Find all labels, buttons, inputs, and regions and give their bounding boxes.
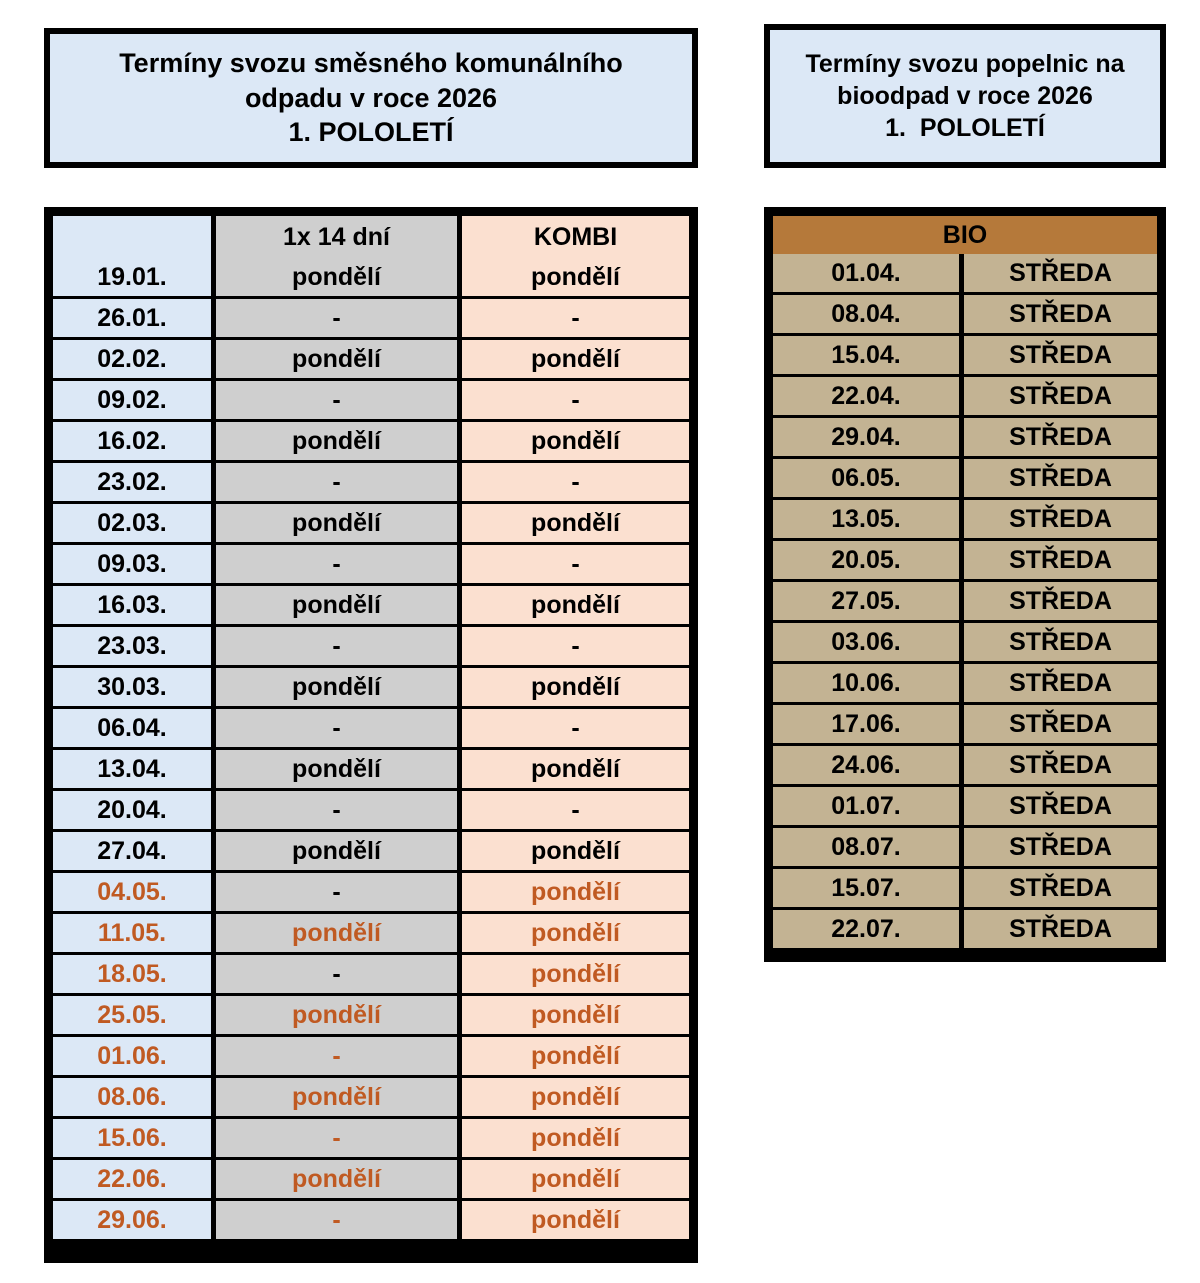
cell-date: 16.03. (53, 586, 211, 624)
cell-day: STŘEDA (964, 869, 1157, 907)
cell-day: STŘEDA (964, 582, 1157, 620)
cell-date: 15.04. (773, 336, 959, 374)
table-row (773, 623, 1157, 661)
column-header-date (53, 216, 211, 258)
mixed-waste-banner-line1: Termíny svozu směsného komunálního (119, 48, 623, 79)
cell-date: 23.02. (53, 463, 211, 501)
cell-kombi: - (462, 545, 689, 583)
cell-date: 16.02. (53, 422, 211, 460)
table-row (53, 1201, 689, 1239)
cell-biweekly: pondělí (216, 504, 457, 542)
cell-biweekly: - (216, 955, 457, 993)
cell-date: 01.04. (773, 254, 959, 292)
cell-date: 22.06. (53, 1160, 211, 1198)
table-row (53, 586, 689, 624)
table-row (53, 504, 689, 542)
bio-waste-banner-line3: 1. POLOLETÍ (885, 114, 1045, 142)
table-row (773, 254, 1157, 292)
table-row (773, 787, 1157, 825)
cell-date: 01.07. (773, 787, 959, 825)
table-row (773, 295, 1157, 333)
cell-kombi: pondělí (462, 873, 689, 911)
table-row (53, 1119, 689, 1157)
cell-day: STŘEDA (964, 418, 1157, 456)
cell-date: 08.04. (773, 295, 959, 333)
cell-date: 29.06. (53, 1201, 211, 1239)
column-header-bio: BIO (773, 216, 1157, 254)
cell-date: 29.04. (773, 418, 959, 456)
cell-biweekly: pondělí (216, 750, 457, 788)
cell-biweekly: - (216, 545, 457, 583)
cell-date: 24.06. (773, 746, 959, 784)
table-row (53, 545, 689, 583)
cell-kombi: pondělí (462, 586, 689, 624)
cell-date: 19.01. (53, 258, 211, 296)
cell-kombi: pondělí (462, 504, 689, 542)
table-row (53, 422, 689, 460)
cell-biweekly: - (216, 709, 457, 747)
cell-biweekly: - (216, 1119, 457, 1157)
cell-date: 20.04. (53, 791, 211, 829)
table-row (773, 582, 1157, 620)
table-row (53, 258, 689, 296)
table-row (773, 746, 1157, 784)
cell-day: STŘEDA (964, 295, 1157, 333)
cell-kombi: pondělí (462, 750, 689, 788)
table-row (773, 664, 1157, 702)
cell-day: STŘEDA (964, 705, 1157, 743)
cell-day: STŘEDA (964, 541, 1157, 579)
table-row (773, 459, 1157, 497)
cell-date: 09.03. (53, 545, 211, 583)
table-row (773, 336, 1157, 374)
table-row (53, 791, 689, 829)
table-row (773, 828, 1157, 866)
bio-waste-banner-line2: bioodpad v roce 2026 (837, 82, 1093, 110)
cell-date: 20.05. (773, 541, 959, 579)
cell-day: STŘEDA (964, 828, 1157, 866)
cell-biweekly: - (216, 873, 457, 911)
cell-date: 17.06. (773, 705, 959, 743)
cell-kombi: pondělí (462, 258, 689, 296)
cell-kombi: pondělí (462, 996, 689, 1034)
table-row (53, 996, 689, 1034)
bio-waste-banner (764, 24, 1166, 168)
table-row (53, 299, 689, 337)
cell-date: 06.05. (773, 459, 959, 497)
cell-date: 06.04. (53, 709, 211, 747)
cell-biweekly: pondělí (216, 340, 457, 378)
cell-biweekly: pondělí (216, 1160, 457, 1198)
table-row (53, 463, 689, 501)
cell-date: 02.03. (53, 504, 211, 542)
table-row (773, 541, 1157, 579)
table-row (773, 418, 1157, 456)
cell-kombi: - (462, 299, 689, 337)
cell-date: 13.05. (773, 500, 959, 538)
cell-biweekly: - (216, 627, 457, 665)
cell-date: 23.03. (53, 627, 211, 665)
cell-date: 15.06. (53, 1119, 211, 1157)
cell-kombi: pondělí (462, 340, 689, 378)
cell-date: 15.07. (773, 869, 959, 907)
cell-date: 25.05. (53, 996, 211, 1034)
cell-date: 22.04. (773, 377, 959, 415)
cell-date: 02.02. (53, 340, 211, 378)
column-header-kombi: KOMBI (462, 216, 689, 258)
cell-biweekly: - (216, 791, 457, 829)
table-header-row (53, 216, 689, 258)
cell-biweekly: pondělí (216, 258, 457, 296)
cell-biweekly: - (216, 1037, 457, 1075)
cell-kombi: - (462, 791, 689, 829)
cell-date: 22.07. (773, 910, 959, 948)
table-row (53, 709, 689, 747)
cell-kombi: pondělí (462, 668, 689, 706)
table-row (53, 832, 689, 870)
table-row (53, 1037, 689, 1075)
cell-date: 18.05. (53, 955, 211, 993)
table-row (53, 1160, 689, 1198)
cell-kombi: pondělí (462, 1037, 689, 1075)
cell-day: STŘEDA (964, 746, 1157, 784)
cell-kombi: - (462, 381, 689, 419)
cell-kombi: pondělí (462, 422, 689, 460)
bio-waste-banner-line1: Termíny svozu popelnic na (805, 50, 1125, 78)
table-row (773, 910, 1157, 948)
cell-kombi: pondělí (462, 1078, 689, 1116)
cell-day: STŘEDA (964, 910, 1157, 948)
table-row (53, 914, 689, 952)
cell-biweekly: pondělí (216, 586, 457, 624)
cell-day: STŘEDA (964, 664, 1157, 702)
cell-biweekly: - (216, 1201, 457, 1239)
mixed-waste-banner-line3: 1. POLOLETÍ (288, 117, 454, 148)
cell-date: 08.07. (773, 828, 959, 866)
table-row (53, 955, 689, 993)
cell-kombi: - (462, 463, 689, 501)
cell-biweekly: pondělí (216, 914, 457, 952)
table-row (53, 627, 689, 665)
cell-kombi: pondělí (462, 832, 689, 870)
cell-kombi: pondělí (462, 1201, 689, 1239)
cell-biweekly: - (216, 463, 457, 501)
cell-kombi: - (462, 709, 689, 747)
cell-date: 13.04. (53, 750, 211, 788)
cell-date: 26.01. (53, 299, 211, 337)
table-row (53, 750, 689, 788)
cell-date: 27.04. (53, 832, 211, 870)
cell-biweekly: pondělí (216, 996, 457, 1034)
table-row (53, 668, 689, 706)
cell-kombi: pondělí (462, 955, 689, 993)
table-row (53, 1078, 689, 1116)
cell-day: STŘEDA (964, 500, 1157, 538)
cell-biweekly: pondělí (216, 1078, 457, 1116)
cell-date: 11.05. (53, 914, 211, 952)
cell-biweekly: - (216, 299, 457, 337)
cell-date: 10.06. (773, 664, 959, 702)
cell-day: STŘEDA (964, 254, 1157, 292)
mixed-waste-banner-line2: odpadu v roce 2026 (244, 82, 498, 113)
cell-kombi: - (462, 627, 689, 665)
cell-date: 03.06. (773, 623, 959, 661)
cell-day: STŘEDA (964, 377, 1157, 415)
cell-date: 01.06. (53, 1037, 211, 1075)
cell-date: 30.03. (53, 668, 211, 706)
cell-kombi: pondělí (462, 914, 689, 952)
cell-date: 09.02. (53, 381, 211, 419)
cell-biweekly: pondělí (216, 668, 457, 706)
bio-table-header-row (773, 216, 1157, 254)
cell-biweekly: pondělí (216, 422, 457, 460)
cell-date: 08.06. (53, 1078, 211, 1116)
table-row (773, 705, 1157, 743)
table-row (53, 873, 689, 911)
table-row (53, 381, 689, 419)
cell-day: STŘEDA (964, 787, 1157, 825)
mixed-waste-schedule-table (44, 207, 698, 1263)
table-row (773, 869, 1157, 907)
table-row (773, 377, 1157, 415)
cell-day: STŘEDA (964, 623, 1157, 661)
cell-kombi: pondělí (462, 1119, 689, 1157)
cell-day: STŘEDA (964, 459, 1157, 497)
cell-kombi: pondělí (462, 1160, 689, 1198)
cell-date: 04.05. (53, 873, 211, 911)
cell-biweekly: - (216, 381, 457, 419)
cell-biweekly: pondělí (216, 832, 457, 870)
cell-date: 27.05. (773, 582, 959, 620)
mixed-waste-banner (44, 28, 698, 168)
cell-day: STŘEDA (964, 336, 1157, 374)
bio-waste-schedule-table (764, 207, 1166, 962)
table-row (773, 500, 1157, 538)
table-row (53, 340, 689, 378)
column-header-biweekly: 1x 14 dní (216, 216, 457, 258)
